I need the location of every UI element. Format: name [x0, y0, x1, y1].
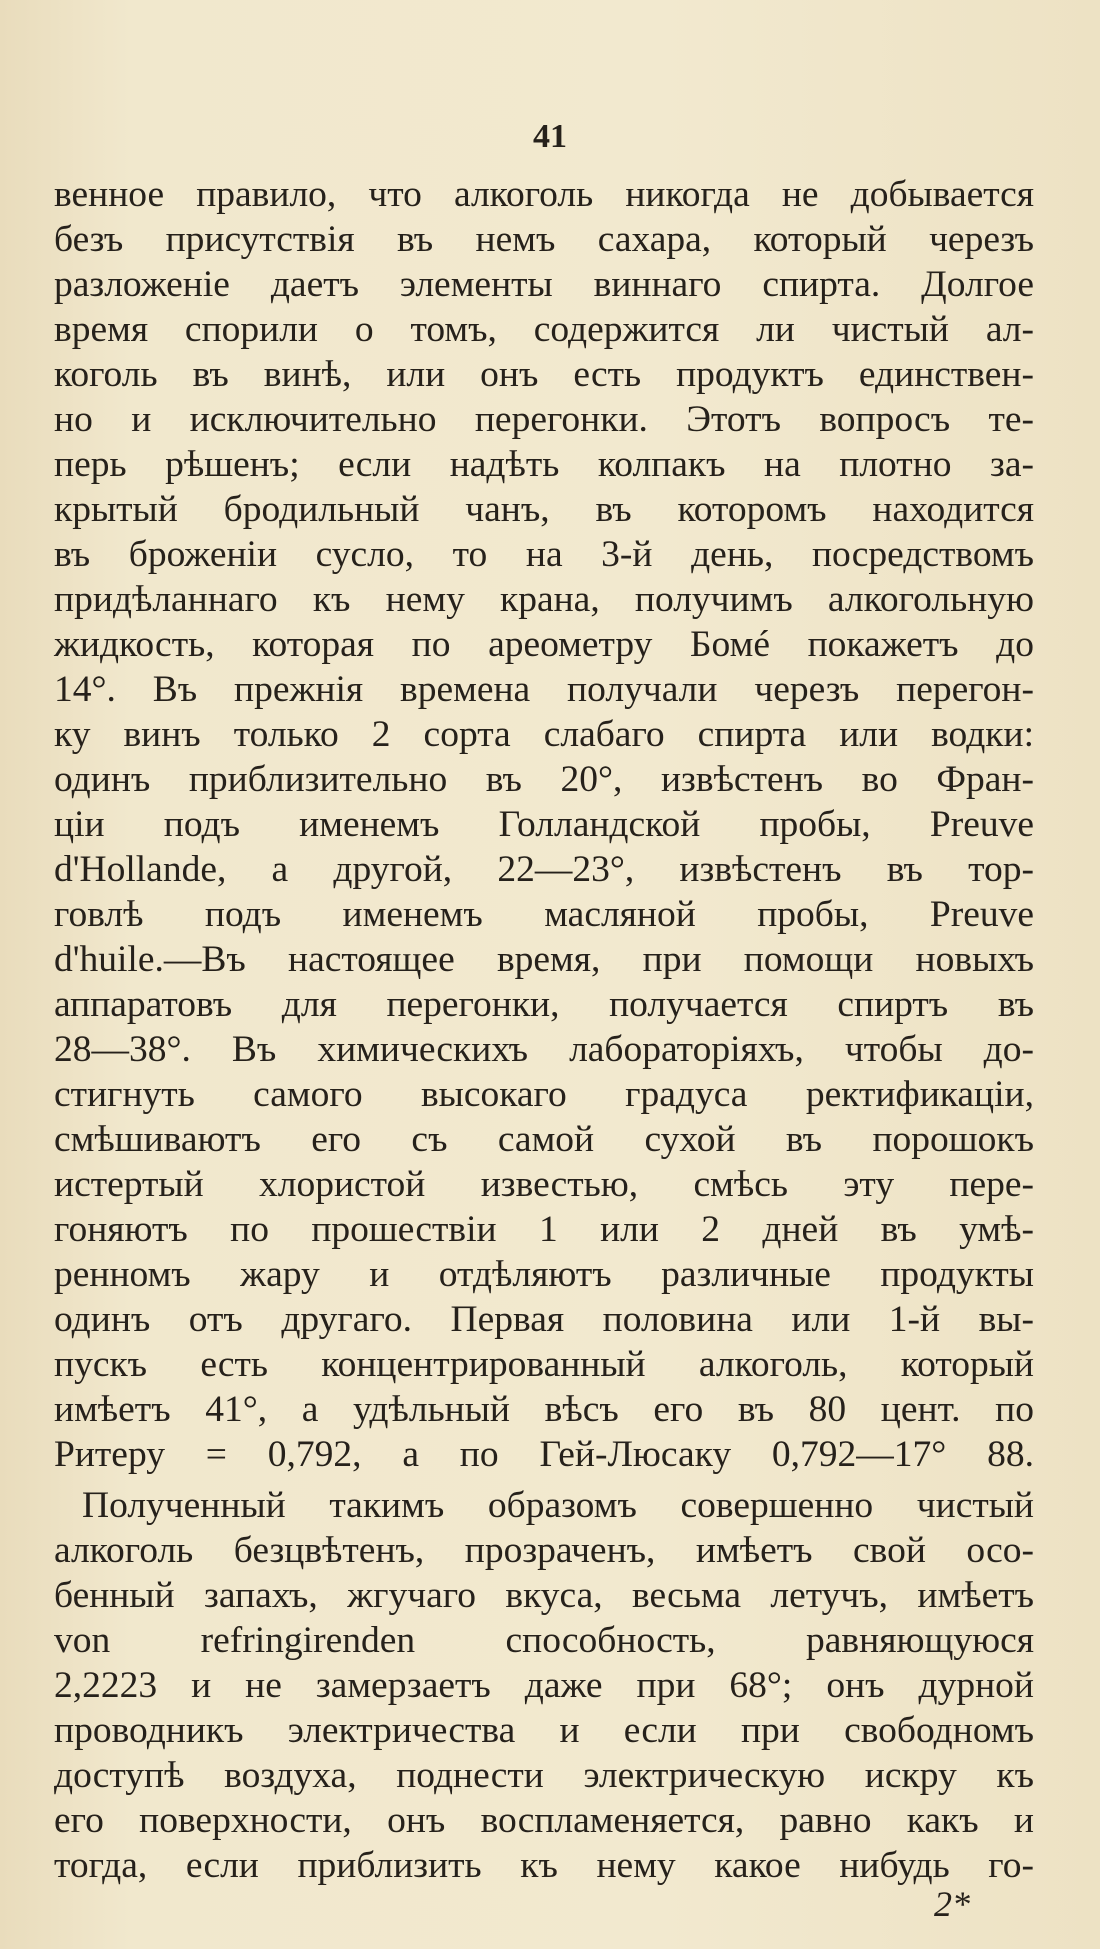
text-line: алкоголь безцвѣтенъ, прозраченъ, имѣетъ свой осо- — [54, 1530, 1034, 1571]
text-line: стигнуть самого высокаго градуса ректификаціи, — [54, 1074, 1034, 1115]
text-line: доступѣ воздуха, поднести электрическую искру къ — [54, 1755, 1034, 1796]
text-line: коголь въ винѣ, или онъ есть продуктъ единствен- — [54, 354, 1034, 395]
text-line: бенный запахъ, жгучаго вкуса, весьма летучъ, имѣетъ — [54, 1575, 1034, 1616]
text-line: венное правило, что алкоголь никогда не добывается — [54, 174, 1034, 215]
text-line: 28—38°. Въ химическихъ лабораторіяхъ, чтобы до- — [54, 1029, 1034, 1070]
text-line: одинъ приблизительно въ 20°, извѣстенъ во Фран- — [54, 759, 1034, 800]
paragraph-2 — [54, 1483, 1034, 1888]
text-line: говлѣ подъ именемъ масляной пробы, Preuve — [54, 894, 1034, 935]
text-line: Ритеру = 0,792, а по Гей-Люсаку 0,792—17° 88. — [54, 1434, 1034, 1475]
text-line: имѣетъ 41°, а удѣльный вѣсъ его въ 80 цент. по — [54, 1389, 1034, 1430]
text-line: время спорили о томъ, содержится ли чистый ал- — [54, 309, 1034, 350]
text-line: въ броженіи сусло, то на 3-й день, посредствомъ — [54, 534, 1034, 575]
page-number: 41 — [533, 118, 567, 155]
text-line: 2,2223 и не замерзаетъ даже при 68°; онъ дурной — [54, 1665, 1034, 1706]
text-line: ренномъ жару и отдѣляютъ различные продукты — [54, 1254, 1034, 1295]
text-line: гоняютъ по прошествіи 1 или 2 дней въ умѣ- — [54, 1209, 1034, 1250]
text-line: 14°. Въ прежнія времена получали черезъ перегон- — [54, 669, 1034, 710]
text-line: тогда, если приблизить къ нему какое нибудь го- — [54, 1845, 1034, 1886]
printer-signature-mark: 2* — [934, 1884, 970, 1924]
text-line: придѣланнаго къ нему крана, получимъ алкогольную — [54, 579, 1034, 620]
text-line: von refringirenden способность, равняющуюся — [54, 1620, 1034, 1661]
text-line: но и исключительно перегонки. Этотъ вопросъ те- — [54, 399, 1034, 440]
text-block — [54, 172, 1034, 1888]
text-line: безъ присутствія въ немъ сахара, который черезъ — [54, 219, 1034, 260]
text-line: пускъ есть концентрированный алкоголь, который — [54, 1344, 1034, 1385]
text-line: проводникъ электричества и если при свободномъ — [54, 1710, 1034, 1751]
text-line: ціи подъ именемъ Голландской пробы, Preuve — [54, 804, 1034, 845]
text-line: одинъ отъ другаго. Первая половина или 1-й вы- — [54, 1299, 1034, 1340]
text-line: d'huile.—Въ настоящее время, при помощи новыхъ — [54, 939, 1034, 980]
text-line: истертый хлористой известью, смѣсь эту пере- — [54, 1164, 1034, 1205]
text-line: ку винъ только 2 сорта слабаго спирта или водки: — [54, 714, 1034, 755]
text-line: перь рѣшенъ; если надѣть колпакъ на плотно за- — [54, 444, 1034, 485]
text-line: смѣшиваютъ его съ самой сухой въ порошокъ — [54, 1119, 1034, 1160]
text-line: жидкость, которая по ареометру Бомé покажетъ до — [54, 624, 1034, 665]
text-line: Полученный такимъ образомъ совершенно чистый — [82, 1485, 1034, 1526]
paragraph-1 — [54, 172, 1034, 1477]
text-line: аппаратовъ для перегонки, получается спиртъ въ — [54, 984, 1034, 1025]
text-line: крытый бродильный чанъ, въ которомъ находится — [54, 489, 1034, 530]
text-line: d'Hollande, а другой, 22—23°, извѣстенъ въ тор- — [54, 849, 1034, 890]
text-line: его поверхности, онъ воспламеняется, равно какъ и — [54, 1800, 1034, 1841]
text-line: разложеніе даетъ элементы виннаго спирта. Долгое — [54, 264, 1034, 305]
